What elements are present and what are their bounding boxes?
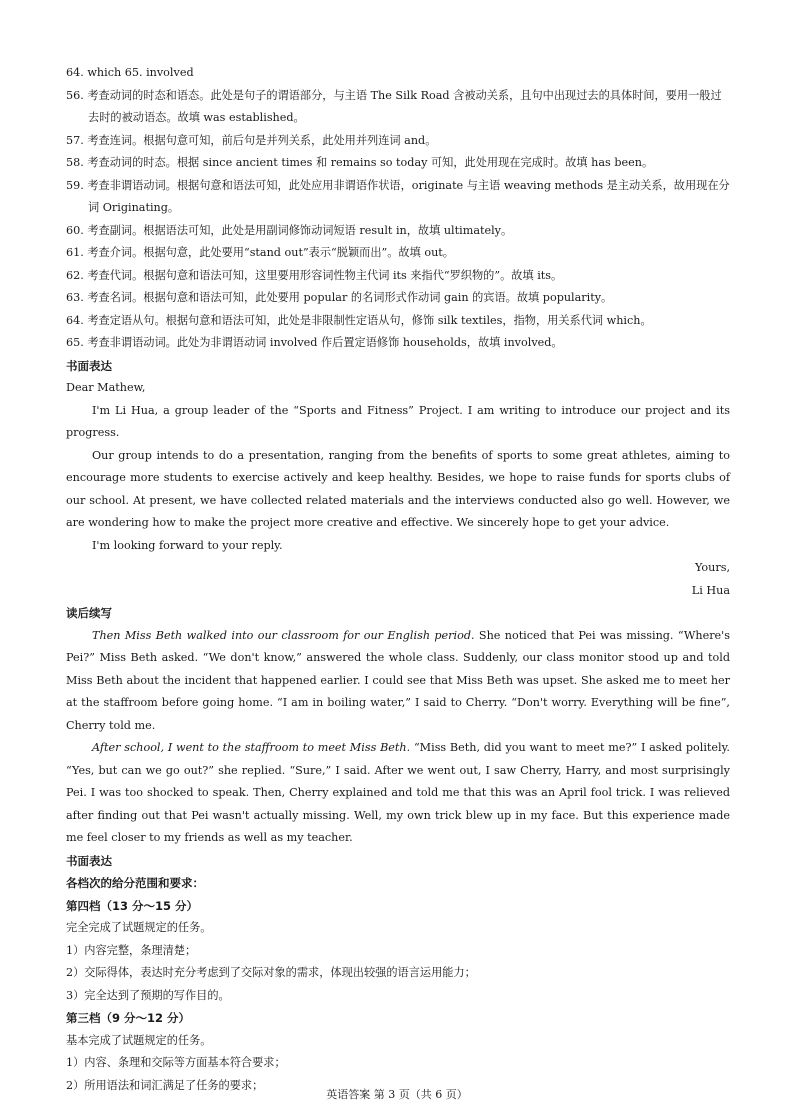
tier-criterion: 2）所用语法和词汇满足了任务的要求； bbox=[66, 1078, 264, 1092]
letter-paragraph: I'm looking forward to your reply. bbox=[92, 538, 283, 552]
answer-page bbox=[66, 62, 730, 1097]
explanation-item: 62. 考查代词。根据句意和语法可知，这里要用形容词性物主代词 its 来指代“罗织物的”。故填 its。 bbox=[66, 268, 563, 282]
tier-title: 第三档（9 分～12 分） bbox=[66, 1011, 191, 1025]
letter-signature: Li Hua bbox=[691, 583, 730, 597]
section-heading-continuation: 读后续写 bbox=[66, 606, 112, 620]
tier-criterion: 2）交际得体，表达时充分考虑到了交际对象的需求，体现出较强的语言运用能力； bbox=[66, 966, 476, 979]
story-text: “Miss Beth, did you want to meet me?” I asked politely. “Yes, but can we go out?” she replied. “Sure,” I said. After we went out, I saw Cherry, Harry, and most surprisingly Pei. I was too shocked to speak. Then, Cherry explained and told me that this was an April fool trick. I was relieved after finding out that Pei wasn't actually missing. Well, my own trick blew up in my face. But this experience made me feel closer to my friends as well as my teacher. bbox=[66, 741, 730, 844]
tier-title: 第四档（13 分～15 分） bbox=[66, 898, 199, 913]
tier-summary: 完全完成了试题规定的任务。 bbox=[66, 921, 212, 934]
explanation-item: 65. 考查非谓语动词。此处为非谓语动词 involved 作后置定语修饰 households，故填 involved。 bbox=[66, 336, 563, 349]
explanation-item: 63. 考查名词。根据句意和语法可知，此处要用 popular 的名词形式作动词 gain 的宾语。故填 popularity。 bbox=[66, 291, 613, 304]
explanation-item: 59. 考查非谓语动词。根据句意和语法可知，此处应用非谓语作状语，originate 与主语 weaving methods 是主动关系，故用现在分词 Originating。 bbox=[66, 178, 730, 214]
story-paragraph bbox=[66, 625, 730, 738]
story-text: She noticed that Pei was missing. “Where's Pei?” Miss Beth asked. “We don't know,” answered the whole class. Suddenly, our class monitor stood up and told Miss Beth about the incident that happened earlier. I could see that Miss Beth was upset. She asked me to meet her at the staffroom before going home. “I am in boiling water,” I said to Cherry. “Don't worry. Everything will be fine”, Cherry told me. bbox=[66, 628, 730, 732]
tier-criterion: 1）内容完整，条理清楚； bbox=[66, 943, 197, 957]
explanation-item: 64. 考查定语从句。根据句意和语法可知，此处是非限制性定语从句，修饰 silk textiles，指物，用关系代词 which。 bbox=[66, 313, 652, 327]
scoring-subheading: 各档次的给分范围和要求： bbox=[66, 876, 204, 890]
tier-criterion: 1）内容、条理和交际等方面基本符合要求； bbox=[66, 1056, 286, 1069]
tier-criterion: 3）完全达到了预期的写作目的。 bbox=[66, 988, 230, 1002]
story-opening-sentence: After school, I went to the staffroom to meet Miss Beth. bbox=[92, 741, 411, 754]
explanation-item: 57. 考查连词。根据句意可知，前后句是并列关系，此处用并列连词 and。 bbox=[66, 133, 437, 147]
tier-summary: 基本完成了试题规定的任务。 bbox=[66, 1033, 212, 1047]
letter-salutation: Dear Mathew, bbox=[66, 381, 146, 394]
explanation-item: 60. 考查副词。根据语法可知，此处是用副词修饰动词短语 result in，故填 ultimately。 bbox=[66, 223, 513, 237]
explanation-list bbox=[66, 85, 730, 355]
section-heading-scoring: 书面表达 bbox=[66, 853, 112, 868]
explanation-item: 58. 考查动词的时态。根据 since ancient times 和 remains so today 可知，此处用现在完成时。故填 has been。 bbox=[66, 156, 654, 169]
explanation-item: 61. 考查介词。根据句意，此处要用“stand out”表示“脱颖而出”。故填 out。 bbox=[66, 246, 454, 259]
answers-line: 64. which 65. involved bbox=[66, 66, 194, 79]
letter-paragraph: I'm Li Hua, a group leader of the “Sports and Fitness” Project. I am writing to introduce our project and its progress. bbox=[66, 403, 730, 439]
letter-closing: Yours, bbox=[695, 561, 730, 574]
letter-paragraph: Our group intends to do a presentation, ranging from the benefits of sports to some great athletes, aiming to encourage more students to exercise actively and keep healthy. Besides, we hope to raise funds for sports clubs of our school. At present, we have collected related materials and the interviews conducted also go well. However, we are wondering how to make the project more creative and effective. We sincerely hope to get your advice. bbox=[66, 448, 730, 529]
story-opening-sentence: Then Miss Beth walked into our classroom for our English period. bbox=[92, 628, 475, 642]
story-paragraph bbox=[66, 737, 730, 850]
explanation-item: 56. 考查动词的时态和语态。此处是句子的谓语部分，与主语 The Silk Road 含被动关系，且句中出现过去的具体时间，要用一般过去时的被动语态。故填 was established。 bbox=[66, 88, 722, 124]
page-footer: 英语答案 第 3 页（共 6 页） bbox=[326, 1088, 468, 1101]
section-heading-writing: 书面表达 bbox=[66, 358, 112, 373]
